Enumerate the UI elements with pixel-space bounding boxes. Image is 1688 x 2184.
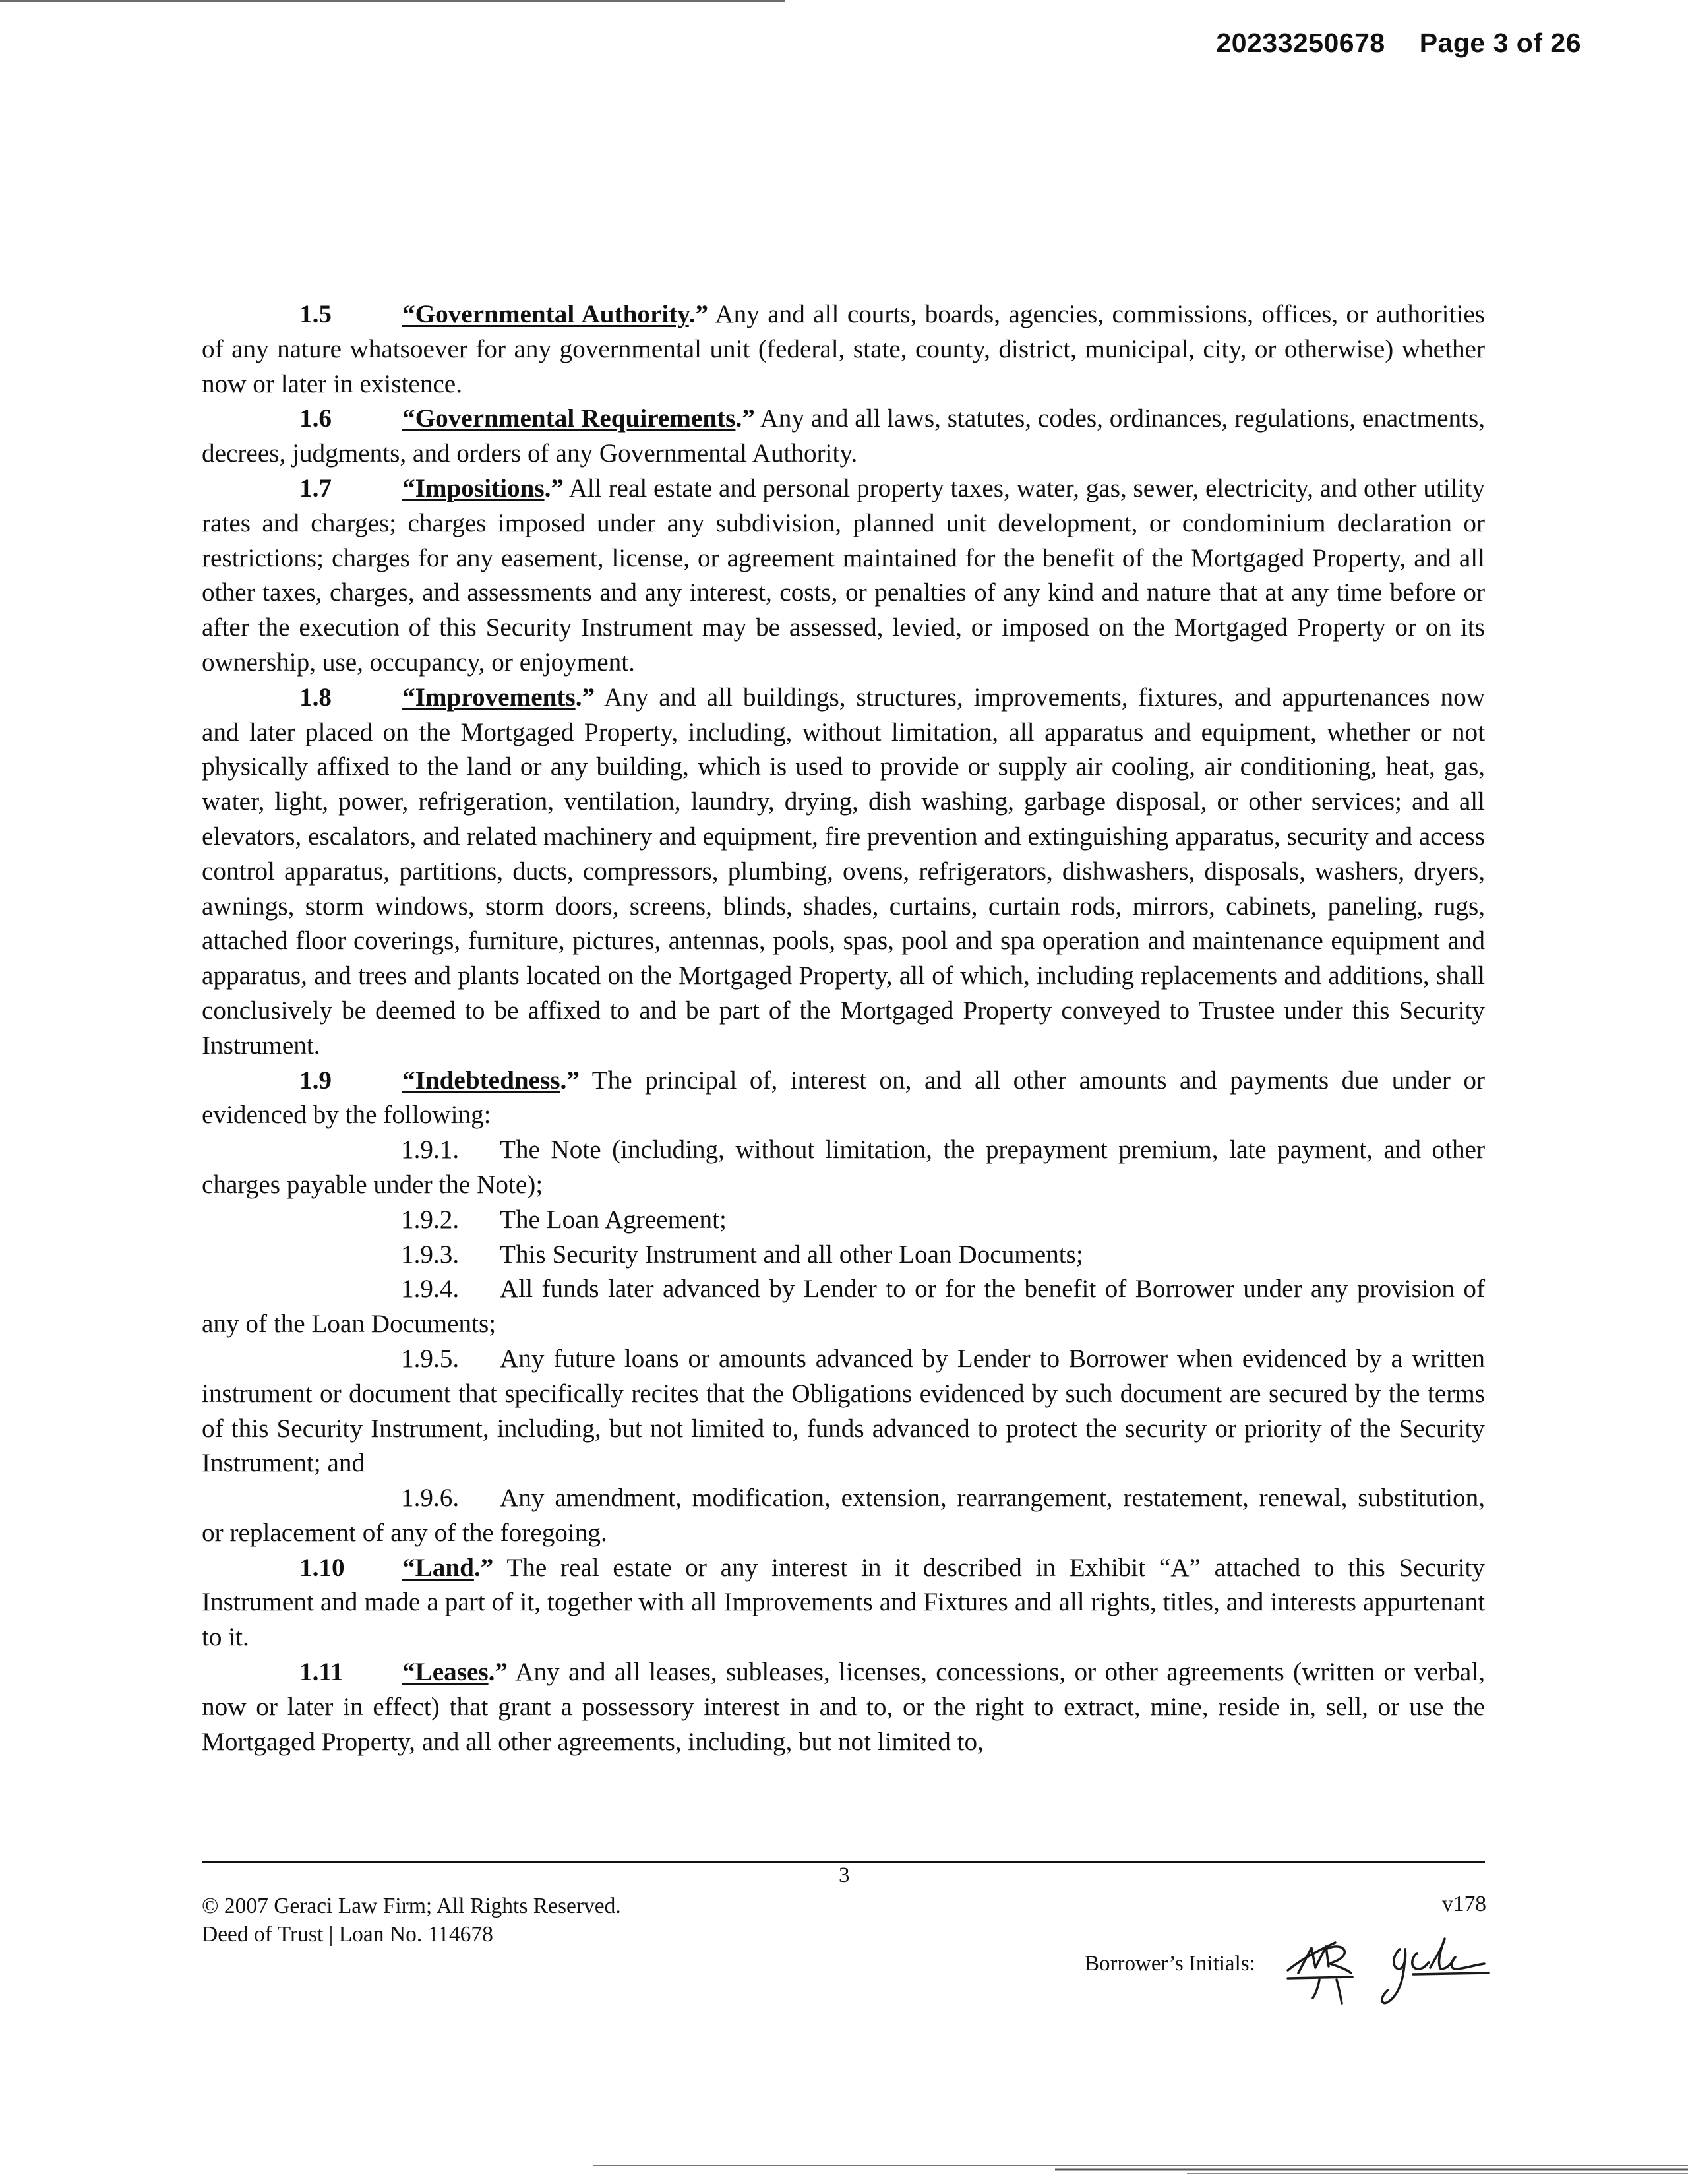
section-1-6 [202, 402, 1485, 471]
scan-edge-line [0, 0, 785, 2]
borrower-initials-label: Borrower’s Initials: [1085, 1952, 1255, 1976]
section-text: Any and all leases, subleases, licenses, concessions, or other agreements (written or verbal, now or later in effect) that grant a possessory interest in and to, or the right to extract, mine, reside in, sell, or use the Mortgaged Property, and all other agreements, including, but not limited to, [202, 1658, 1485, 1756]
subsection-text: Any future loans or amounts advanced by Lender to Borrower when evidenced by a written instrument or document that specifically recites that the Obligations evidenced by such document are secured by the terms of this Security Instrument, including, but not limited to, funds advanced to protect the security or priority of the Security Instrument; and [202, 1344, 1485, 1478]
defined-term: “Governmental Authority.” [402, 300, 709, 328]
defined-term: “Improvements.” [402, 682, 595, 712]
version-label: v178 [1442, 1892, 1486, 1916]
section-text: Any and all courts, boards, agencies, commissions, offices, or authorities of any nature whatsoever for any governmental unit (federal, state, county, district, municipal, city, or otherwise) whether now or later in existence. [202, 300, 1485, 398]
section-number: 1.10 [299, 1553, 345, 1582]
subsection-number: 1.9.3. [401, 1240, 460, 1269]
section-1-10 [202, 1551, 1485, 1655]
defined-term: “Impositions.” [402, 473, 564, 502]
page-indicator: Page 3 of 26 [1419, 28, 1581, 58]
section-number: 1.9 [299, 1066, 332, 1095]
defined-term: “Land.” [402, 1553, 494, 1582]
section-1-5 [202, 297, 1485, 402]
recording-header [1216, 28, 1581, 59]
section-text: Any and all laws, statutes, codes, ordinances, regulations, enactments, decrees, judgments, and orders of any Governmental Authority. [202, 404, 1485, 468]
copyright-notice: © 2007 Geraci Law Firm; All Rights Reserved. [202, 1894, 621, 1918]
page-number: 3 [839, 1864, 850, 1887]
defined-term: “Indebtedness.” [402, 1066, 580, 1095]
subsection-1-9-1 [202, 1133, 1485, 1203]
section-number: 1.7 [299, 473, 332, 502]
defined-term: “Governmental Requirements.” [402, 404, 755, 433]
handwritten-initials-signature [1282, 1929, 1493, 2009]
document-number: 20233250678 [1216, 28, 1385, 58]
section-1-9 [202, 1064, 1485, 1134]
section-text: The real estate or any interest in it described in Exhibit “A” attached to this Security Instrument and made a part of it, together with all Improvements and Fixtures and all rights, titles, and interests appurtenant to it. [202, 1553, 1485, 1652]
subsection-text: The Note (including, without limitation, the prepayment premium, late payment, and other charges payable under the Note); [202, 1136, 1485, 1199]
section-text: The principal of, interest on, and all other amounts and payments due under or evidenced by the following: [202, 1066, 1485, 1130]
subsection-text: All funds later advanced by Lender to or for the benefit of Borrower under any provision of any of the Loan Documents; [202, 1275, 1485, 1339]
subsection-1-9-2 [202, 1203, 1485, 1238]
section-number: 1.6 [299, 404, 332, 433]
subsection-1-9-3 [202, 1238, 1485, 1273]
subsection-text: The Loan Agreement; [500, 1205, 727, 1234]
defined-term: “Leases.” [402, 1658, 508, 1687]
section-text: Any and all buildings, structures, improvements, fixtures, and appurtenances now and later placed on the Mortgaged Property, including, without limitation, all apparatus and equipment, whether or not physically affixed to the land or any building, which is used to provide or supply air cooling, air conditioning, heat, gas, water, light, power, refrigeration, ventilation, laundry, drying, dish washing, garbage disposal, or other services; and all elevators, escalators, and related machinery and equipment, fire prevention and extinguishing apparatus, security and access control apparatus, partitions, ducts, compressors, plumbing, ovens, refrigerators, dishwashers, disposals, washers, dryers, awnings, storm windows, storm doors, screens, blinds, shades, curtains, curtain rods, mirrors, cabinets, paneling, rugs, attached floor coverings, furniture, pictures, antennas, pools, spas, pool and spa operation and maintenance equipment and apparatus, and trees and plants located on the Mortgaged Property, all of which, including replacements and additions, shall conclusively be deemed to be affixed to and be part of the Mortgaged Property conveyed to Trustee under this Security Instrument. [202, 682, 1485, 1060]
subsection-1-9-4 [202, 1272, 1485, 1342]
section-number: 1.11 [299, 1658, 344, 1687]
footer-info [202, 1892, 621, 1949]
section-number: 1.5 [299, 300, 332, 328]
subsection-number: 1.9.1. [401, 1136, 460, 1165]
subsection-text: This Security Instrument and all other Loan Documents; [500, 1240, 1083, 1269]
section-text: All real estate and personal property taxes, water, gas, sewer, electricity, and other utility rates and charges; charges imposed under any subdivision, planned unit development, or condominium declaration or restrictions; charges for any easement, license, or agreement maintained for the benefit of the Mortgaged Property, and all other taxes, charges, and assessments and any interest, costs, or penalties of any kind and nature that at any time before or after the execution of this Security Instrument may be assessed, levied, or imposed on the Mortgaged Property or on its ownership, use, occupancy, or enjoyment. [202, 473, 1485, 677]
subsection-1-9-6 [202, 1481, 1485, 1551]
document-body [202, 297, 1485, 1759]
subsection-1-9-5 [202, 1342, 1485, 1481]
footer-rule [202, 1861, 1485, 1863]
document-loan-line: Deed of Trust | Loan No. 114678 [202, 1922, 493, 1947]
subsection-text: Any amendment, modification, extension, rearrangement, restatement, renewal, substitution, or replacement of any of the foregoing. [202, 1484, 1485, 1547]
section-1-11 [202, 1655, 1485, 1759]
subsection-number: 1.9.5. [401, 1344, 460, 1373]
section-1-8 [202, 681, 1485, 1064]
section-1-7 [202, 471, 1485, 681]
scan-edge-lines-bottom [0, 2163, 1688, 2176]
subsection-number: 1.9.6. [401, 1484, 460, 1513]
subsection-number: 1.9.2. [401, 1205, 460, 1234]
subsection-number: 1.9.4. [401, 1275, 460, 1304]
section-number: 1.8 [299, 682, 332, 712]
